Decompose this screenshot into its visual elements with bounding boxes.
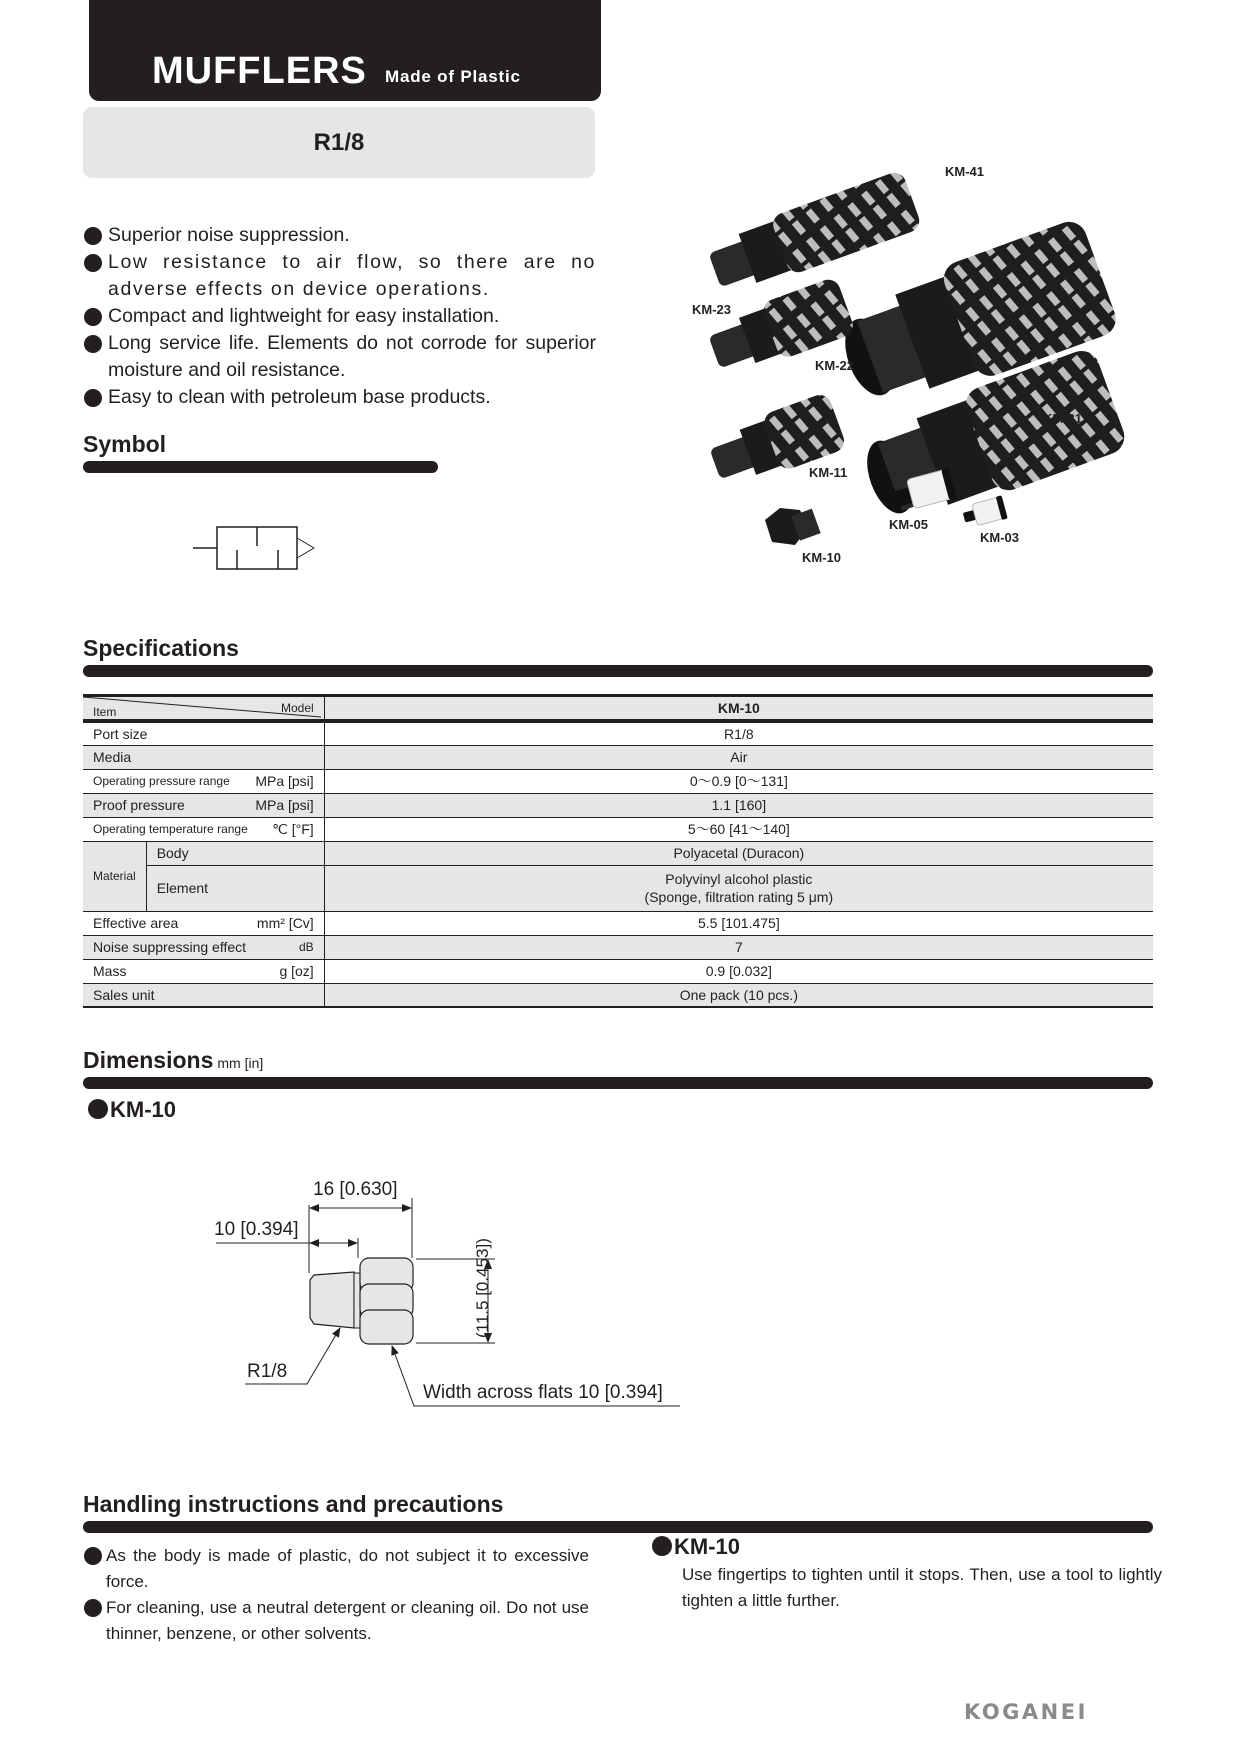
bullet-icon — [84, 254, 102, 272]
feature-list — [84, 222, 596, 411]
table-row: Effective area mm² [Cv] 5.5 [101.475] — [83, 911, 1153, 935]
section-rule — [83, 1521, 1153, 1533]
bullet-icon — [88, 1099, 108, 1119]
feature-item: Compact and lightweight for easy installation. — [84, 303, 596, 330]
spec-table — [83, 694, 1153, 1008]
photo-label-km10: KM-10 — [802, 550, 842, 565]
dimensions-model-heading: KM-10 — [88, 1097, 176, 1123]
bullet-icon — [84, 308, 102, 326]
product-photo — [690, 150, 1130, 570]
photo-label-km11: KM-11 — [809, 465, 848, 480]
material-label: Material — [83, 841, 146, 911]
photo-label-km41: KM-41 — [945, 164, 985, 179]
table-row: Proof pressure MPa [psi] 1.1 [160] — [83, 793, 1153, 817]
section-title-handling: Handling instructions and precautions — [83, 1491, 504, 1517]
photo-label-km23: KM-23 — [692, 302, 732, 317]
section-rule — [83, 665, 1153, 677]
bullet-icon — [84, 1599, 102, 1617]
table-row: Noise suppressing effect dB 7 — [83, 935, 1153, 959]
section-title-dimensions: Dimensions mm [in] — [83, 1047, 264, 1073]
spec-header-row — [83, 696, 1153, 722]
table-row: Material Body Polyacetal (Duracon) — [83, 841, 1153, 865]
bullet-icon — [84, 389, 102, 407]
dim-height: (11.5 [0.453]) — [473, 1238, 492, 1338]
section-rule — [83, 1077, 1153, 1089]
page-title: MUFFLERS — [152, 50, 367, 92]
feature-item: Easy to clean with petroleum base products. — [84, 384, 596, 411]
item-model-header: Item Model — [83, 696, 324, 722]
handling-model-note: Use fingertips to tighten until it stops. Then, use a tool to lightly tighten a little further. — [682, 1565, 1162, 1610]
section-rule — [83, 461, 438, 473]
bullet-icon — [84, 1547, 102, 1565]
table-row: Sales unit One pack (10 pcs.) — [83, 983, 1153, 1007]
photo-label-km03: KM-03 — [980, 530, 1020, 545]
muffler-symbol-icon — [190, 520, 320, 570]
dim-overall-length: 16 [0.630] — [313, 1179, 398, 1200]
feature-item: Low resistance to air flow, so there are no adverse effects on device operations. — [84, 249, 596, 303]
section-title-symbol: Symbol — [83, 431, 167, 457]
port-size-panel — [83, 107, 595, 178]
table-row: Mass g [oz] 0.9 [0.032] — [83, 959, 1153, 983]
table-row: Port size R1/8 — [83, 721, 1153, 745]
dim-thread-length: 10 [0.394] — [214, 1219, 299, 1240]
table-row: Operating temperature range ℃ [°F] 5～60 [41～140] — [83, 817, 1153, 841]
table-row: Operating pressure range MPa [psi] 0～0.9 [0～131] — [83, 769, 1153, 793]
handling-item: As the body is made of plastic, do not subject it to excessive force. — [84, 1543, 589, 1595]
page-subtitle: Made of Plastic — [385, 67, 521, 86]
dim-width-across-flats: Width across flats 10 [0.394] — [423, 1382, 663, 1403]
handling-list — [84, 1543, 589, 1647]
bullet-icon — [84, 335, 102, 353]
photo-label-km31: KM-31 — [1043, 411, 1083, 426]
section-title-specifications: Specifications — [83, 635, 239, 661]
feature-item: Long service life. Elements do not corrode for superior moisture and oil resistance. — [84, 330, 596, 384]
photo-label-km22: KM-22 — [815, 358, 855, 373]
bullet-icon — [84, 227, 102, 245]
table-row: Element Polyvinyl alcohol plastic (Sponge, filtration rating 5 μm) — [83, 865, 1153, 911]
brand-logo: KOGANEI — [964, 1700, 1088, 1724]
table-row: Media Air — [83, 745, 1153, 769]
port-size-label: R1/8 — [313, 129, 365, 156]
dim-thread-size: R1/8 — [247, 1361, 288, 1382]
model-column-header: KM-10 — [324, 696, 1153, 722]
photo-label-km05: KM-05 — [889, 517, 929, 532]
bullet-icon — [652, 1536, 672, 1556]
handling-item: For cleaning, use a neutral detergent or cleaning oil. Do not use thinner, benzene, or other solvents. — [84, 1595, 589, 1647]
feature-item: Superior noise suppression. — [84, 222, 596, 249]
handling-model-heading: KM-10 — [652, 1534, 740, 1560]
